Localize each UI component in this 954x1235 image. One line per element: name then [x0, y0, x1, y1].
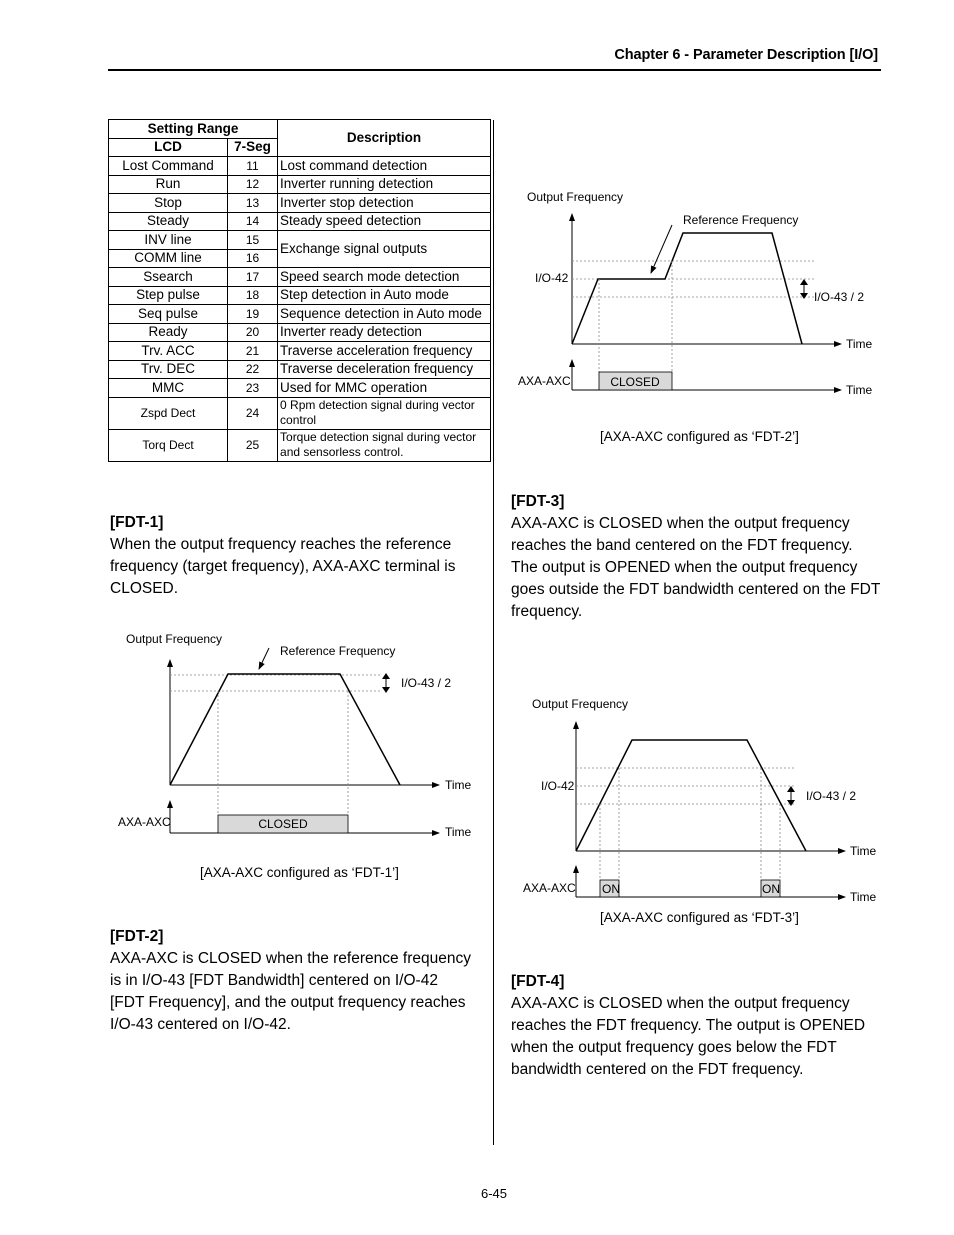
setting-range-table	[108, 119, 491, 462]
fdt2-time-label: Time	[846, 337, 873, 351]
fdt3-band-arrow-down	[787, 800, 795, 806]
table-row: Zspd Dect 24 0 Rpm detection signal during vector control	[109, 397, 491, 429]
fdt3-section	[511, 491, 883, 623]
fdt2-closed-label: CLOSED	[610, 375, 660, 389]
fdt1-band-arrow-up	[382, 673, 390, 679]
fdt3-heading: [FDT-3]	[511, 493, 565, 510]
fdt1-caption: [AXA-AXC configured as ‘FDT-1’]	[200, 865, 399, 880]
table-row: Ssearch 17 Speed search mode detection	[109, 268, 491, 287]
column-divider	[493, 120, 494, 1145]
fdt1-time-label: Time	[445, 778, 472, 792]
fdt1-reference-arrow	[259, 648, 269, 669]
fdt3-time-label: Time	[850, 844, 877, 858]
fdt1-closed-label: CLOSED	[258, 817, 308, 831]
fdt3-level-label: I/O-42	[541, 779, 575, 793]
table-row: Trv. DEC 22 Traverse deceleration frequency	[109, 360, 491, 379]
seg-header: 7-Seg	[228, 138, 278, 157]
table-row: INV line 15 Exchange signal outputs	[109, 231, 491, 250]
chapter-title: Chapter 6 - Parameter Description [I/O]	[614, 47, 878, 63]
fdt3-band-arrow-up	[787, 786, 795, 792]
table-row: Ready 20 Inverter ready detection	[109, 323, 491, 342]
fdt1-timing-diagram	[108, 625, 478, 840]
fdt1-band-arrow-down	[382, 687, 390, 693]
fdt3-on-label-1: ON	[602, 882, 620, 896]
fdt2-time-label-2: Time	[846, 383, 873, 397]
table-row: Lost Command 11 Lost command detection	[109, 157, 491, 176]
fdt2-level-label: I/O-42	[535, 271, 569, 285]
fdt2-terminal-label: AXA-AXC	[518, 374, 571, 388]
fdt2-reference-arrow	[651, 225, 672, 273]
fdt2-output-frequency-label: Output Frequency	[527, 190, 624, 204]
table-row: Step pulse 18 Step detection in Auto mode	[109, 286, 491, 305]
fdt2-band-arrow-down	[800, 293, 808, 299]
fdt2-caption: [AXA-AXC configured as ‘FDT-2’]	[600, 429, 799, 444]
setting-range-header: Setting Range	[109, 120, 278, 139]
table-row: Run 12 Inverter running detection	[109, 175, 491, 194]
description-header: Description	[278, 120, 491, 157]
fdt3-timing-diagram	[514, 690, 884, 905]
fdt4-section	[511, 971, 883, 1081]
table-row: Seq pulse 19 Sequence detection in Auto mode	[109, 305, 491, 324]
fdt3-output-frequency-label: Output Frequency	[532, 697, 629, 711]
header-rule	[108, 69, 881, 71]
fdt3-caption: [AXA-AXC configured as ‘FDT-3’]	[600, 910, 799, 925]
table-row: Stop 13 Inverter stop detection	[109, 194, 491, 213]
fdt1-heading: [FDT-1]	[110, 514, 164, 531]
fdt2-timing-diagram	[510, 184, 880, 399]
table-row: Trv. ACC 21 Traverse acceleration frequency	[109, 342, 491, 361]
table-row: Torq Dect 25 Torque detection signal during vector and sensorless control.	[109, 429, 491, 461]
fdt1-section	[110, 512, 470, 600]
fdt2-reference-frequency-label: Reference Frequency	[683, 213, 799, 227]
fdt3-on-label-2: ON	[762, 882, 780, 896]
table-row: Steady 14 Steady speed detection	[109, 212, 491, 231]
fdt3-frequency-curve	[576, 740, 806, 851]
lcd-header: LCD	[109, 138, 228, 157]
fdt4-body: AXA-AXC is CLOSED when the output frequency reaches the FDT frequency. The output is OPENED when the output frequency goes below the FDT bandwidth centered on the FDT frequency.	[511, 995, 866, 1078]
fdt1-reference-frequency-label: Reference Frequency	[280, 644, 396, 658]
table-row: COMM line 16	[109, 249, 491, 268]
fdt3-terminal-label: AXA-AXC	[523, 881, 576, 895]
table-row: MMC 23 Used for MMC operation	[109, 379, 491, 398]
fdt1-body: When the output frequency reaches the reference frequency (target frequency), AXA-AXC terminal is CLOSED.	[110, 536, 456, 597]
fdt3-band-label: I/O-43 / 2	[806, 789, 857, 803]
fdt1-frequency-curve	[170, 674, 400, 785]
fdt2-section	[110, 926, 472, 1036]
fdt1-time-label-2: Time	[445, 825, 472, 839]
fdt2-heading: [FDT-2]	[110, 928, 164, 945]
fdt4-heading: [FDT-4]	[511, 973, 565, 990]
fdt2-frequency-curve	[572, 233, 802, 344]
page-number: 6-45	[481, 1186, 508, 1201]
fdt2-body: AXA-AXC is CLOSED when the reference frequency is in I/O-43 [FDT Bandwidth] centered on I/O-42 [FDT Frequency], and the output frequency reaches I/O-43 centered on I/O-42.	[110, 950, 471, 1033]
fdt1-terminal-label: AXA-AXC	[118, 815, 171, 829]
fdt2-band-arrow-up	[800, 279, 808, 285]
fdt2-band-label: I/O-43 / 2	[814, 290, 865, 304]
fdt1-band-label: I/O-43 / 2	[401, 676, 452, 690]
fdt3-time-label-2: Time	[850, 890, 877, 904]
fdt3-body: AXA-AXC is CLOSED when the output frequency reaches the band centered on the FDT frequency. The output is OPENED when the output frequency goes outside the FDT bandwidth centered on the FDT frequency.	[511, 515, 881, 620]
fdt1-output-frequency-label: Output Frequency	[126, 632, 223, 646]
